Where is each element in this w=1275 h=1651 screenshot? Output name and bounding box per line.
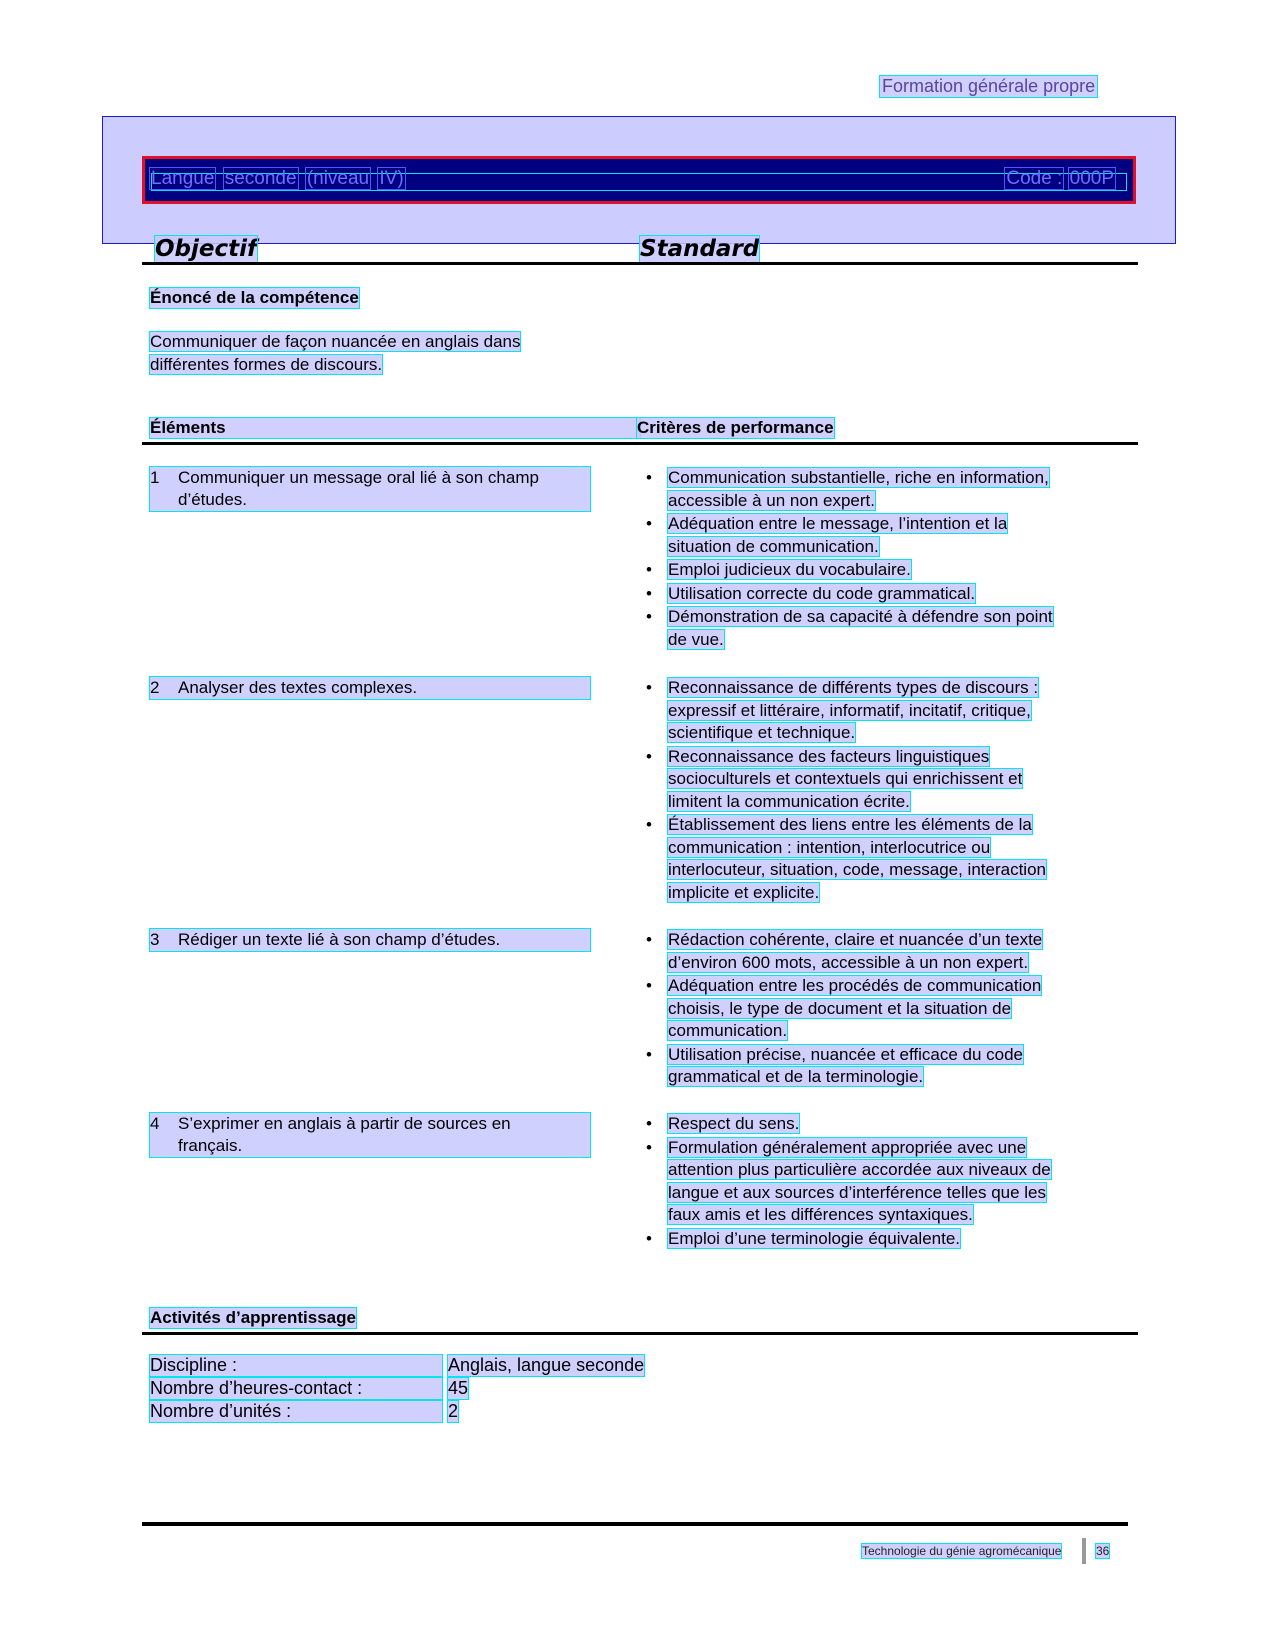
criteria-list-4 (644, 1113, 1114, 1251)
course-title-word: seconde (224, 168, 297, 189)
criterion (644, 1044, 1114, 1089)
criterion-line: Adéquation entre le message, l’intention et la (668, 514, 1008, 533)
element-line: d’études. (178, 490, 247, 509)
criterion-line: Utilisation correcte du code grammatical. (668, 583, 976, 603)
criterion (644, 513, 1114, 558)
objective-heading: Objectif (155, 236, 258, 262)
element-line: Rédiger un texte lié à son champ d’études. (178, 930, 501, 949)
criterion-line: communication. (668, 1021, 788, 1040)
elements-heading: Éléments (150, 418, 640, 438)
criterion-line: de vue. (668, 629, 724, 649)
element-1 (150, 467, 590, 511)
criteria-heading: Critères de performance (637, 418, 834, 437)
course-code-value: 000P (1069, 168, 1114, 189)
competence-line: Communiquer de façon nuancée en anglais dans (150, 332, 521, 351)
criterion-line: socioculturels et contextuels qui enrichissent et (668, 769, 1023, 788)
competence-statement (150, 330, 520, 376)
criterion (644, 1228, 1114, 1251)
criterion (644, 1137, 1114, 1227)
criterion-line: d’environ 600 mots, accessible à un non expert. (668, 952, 1029, 972)
competence-line: différentes formes de discours. (150, 355, 383, 374)
element-4 (150, 1113, 590, 1157)
criterion (644, 606, 1114, 651)
course-code-label: Code : (1006, 168, 1063, 189)
criterion (644, 559, 1114, 582)
criterion-line: interlocuteur, situation, code, message, interaction (668, 860, 1046, 879)
bullet-icon: • (646, 746, 652, 766)
footer-program: Technologie du génie agromécanique (862, 1544, 1062, 1558)
criterion-line: Adéquation entre les procédés de communication (668, 976, 1042, 995)
heading-rule (142, 262, 1138, 265)
criterion (644, 1113, 1114, 1136)
competence-label: Énoncé de la compétence (150, 288, 359, 307)
info-value: 45 (448, 1378, 469, 1398)
bullet-icon: • (646, 678, 652, 697)
criteria-list-1 (644, 467, 1114, 652)
course-title-word: Langue (151, 168, 215, 189)
criteria-list-3 (644, 929, 1114, 1090)
element-line: français. (178, 1136, 243, 1155)
criterion-line: Reconnaissance des facteurs linguistiques (668, 746, 990, 766)
info-value: Anglais, langue seconde (448, 1355, 645, 1375)
element-line: Analyser des textes complexes. (178, 678, 418, 697)
criterion-line: choisis, le type de document et la situation de (668, 998, 1012, 1018)
info-value: 2 (448, 1401, 459, 1421)
criterion (644, 467, 1114, 512)
bullet-icon: • (646, 468, 652, 487)
element-line: S’exprimer en anglais à partir de sources en (178, 1114, 511, 1133)
bullet-icon: • (646, 976, 652, 995)
criterion-line: langue et aux sources d’interférence telles que les (668, 1182, 1047, 1202)
bullet-icon: • (646, 930, 652, 949)
footer-separator (1082, 1538, 1086, 1564)
criterion-line: Établissement des liens entre les éléments de la (668, 815, 1032, 834)
course-title-word: (niveau (306, 168, 370, 189)
criterion-line: grammatical et de la terminologie. (668, 1067, 924, 1086)
bullet-icon: • (646, 560, 652, 579)
criteria-list-2 (644, 677, 1114, 905)
criterion (644, 746, 1114, 814)
criterion-line: limitent la communication écrite. (668, 791, 910, 811)
info-label: Discipline : (150, 1355, 442, 1376)
running-header: Formation générale propre (882, 76, 1096, 96)
bullet-icon: • (646, 1044, 652, 1064)
criterion-line: expressif et littéraire, informatif, incitatif, critique, (668, 700, 1031, 720)
bullet-icon: • (646, 1228, 652, 1248)
criterion-line: Respect du sens. (668, 1114, 800, 1133)
info-label: Nombre d’unités : (150, 1401, 442, 1422)
bullet-icon: • (646, 1137, 652, 1157)
bullet-icon: • (646, 607, 652, 626)
criterion (644, 929, 1114, 974)
activities-rule (142, 1332, 1138, 1335)
criterion-line: faux amis et les différences syntaxiques. (668, 1205, 973, 1224)
page-number: 36 (1096, 1544, 1110, 1558)
criterion-line: communication : intention, interlocutrice ou (668, 837, 991, 857)
element-number: 4 (150, 1114, 160, 1133)
element-number: 1 (150, 468, 160, 487)
elements-rule (142, 442, 1138, 445)
criterion-line: Démonstration de sa capacité à défendre son point (668, 607, 1053, 626)
criterion (644, 583, 1114, 606)
criterion-line: Emploi judicieux du vocabulaire. (668, 560, 911, 579)
criterion (644, 814, 1114, 904)
criterion-line: Rédaction cohérente, claire et nuancée d’un texte (668, 930, 1043, 949)
bullet-icon: • (646, 583, 652, 603)
criterion-line: Reconnaissance de différents types de discours : (668, 678, 1039, 697)
element-number: 2 (150, 678, 160, 697)
criterion-line: Emploi d’une terminologie équivalente. (668, 1228, 961, 1248)
course-title (150, 168, 405, 190)
element-line: Communiquer un message oral lié à son champ (178, 468, 539, 487)
criterion-line: Formulation généralement appropriée avec une (668, 1137, 1027, 1157)
standard-heading: Standard (640, 236, 760, 262)
criterion (644, 677, 1114, 745)
footer-rule (142, 1522, 1128, 1526)
element-3 (150, 929, 590, 951)
criterion-line: Communication substantielle, riche en information, (668, 468, 1049, 487)
criterion-line: scientifique et technique. (668, 723, 856, 742)
criterion (644, 975, 1114, 1043)
element-number: 3 (150, 930, 160, 949)
criterion-line: accessible à un non expert. (668, 490, 875, 510)
criterion-line: implicite et explicite. (668, 882, 820, 902)
activities-heading: Activités d’apprentissage (150, 1308, 356, 1327)
bullet-icon: • (646, 514, 652, 533)
criterion-line: Utilisation précise, nuancée et efficace du code (668, 1044, 1024, 1064)
element-2 (150, 677, 590, 699)
course-code (1005, 168, 1115, 190)
course-title-word: IV) (379, 168, 404, 189)
criterion-line: situation de communication. (668, 536, 879, 556)
info-label: Nombre d’heures-contact : (150, 1378, 442, 1399)
bullet-icon: • (646, 1114, 652, 1133)
bullet-icon: • (646, 815, 652, 834)
criterion-line: attention plus particulière accordée aux niveaux de (668, 1160, 1051, 1179)
